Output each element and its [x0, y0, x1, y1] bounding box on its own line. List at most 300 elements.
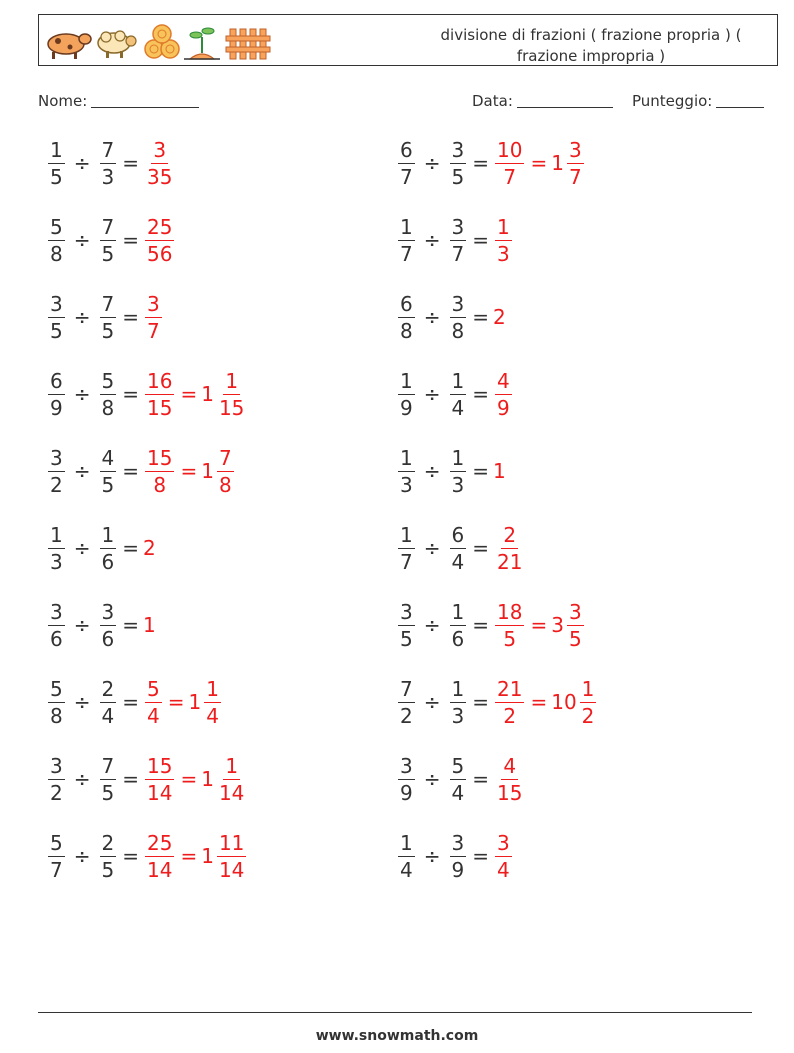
divide-sign: ÷ [423, 536, 441, 560]
divisor-fraction [450, 137, 467, 190]
divisor-fraction-denominator: 3 [451, 472, 465, 497]
answer [493, 676, 598, 729]
problem-row [46, 130, 176, 196]
dividend-fraction-denominator: 5 [50, 318, 63, 343]
answer-fraction-numerator: 2 [503, 522, 517, 547]
equals-sign: = [122, 151, 139, 175]
divisor-fraction-numerator: 1 [101, 522, 115, 547]
divisor-fraction-numerator: 7 [101, 214, 115, 239]
dividend-fraction-denominator: 3 [50, 549, 63, 574]
divisor-fraction-numerator: 1 [451, 676, 465, 701]
divide-sign: ÷ [423, 459, 441, 483]
answer-fraction-denominator: 21 [497, 549, 523, 574]
divisor-fraction-denominator: 5 [101, 472, 115, 497]
dividend-fraction-numerator: 3 [50, 291, 63, 316]
answer-fraction-denominator: 7 [147, 318, 160, 343]
dividend-fraction-denominator: 2 [50, 780, 63, 805]
answer [143, 830, 248, 883]
problem-row [46, 284, 164, 350]
divide-sign: ÷ [73, 459, 91, 483]
answer [493, 214, 514, 267]
mixed-whole: 1 [201, 382, 214, 406]
answer-fraction-denominator: 56 [147, 241, 173, 266]
dividend-fraction [398, 291, 415, 344]
divisor-fraction-denominator: 3 [101, 164, 115, 189]
equals-sign: = [122, 844, 139, 868]
divide-sign: ÷ [423, 151, 441, 175]
dividend-fraction-numerator: 1 [400, 368, 413, 393]
answer-fraction-denominator: 14 [147, 857, 173, 882]
divisor-fraction-denominator: 5 [451, 164, 465, 189]
mixed-fraction-numerator: 7 [218, 445, 232, 470]
divisor-fraction [100, 522, 117, 575]
divide-sign: ÷ [73, 305, 91, 329]
mixed-fraction-denominator: 2 [581, 703, 595, 728]
answer-fraction-numerator: 3 [147, 291, 160, 316]
equals-sign: = [472, 151, 489, 175]
problem-row [46, 515, 156, 581]
answer [493, 599, 586, 652]
dividend-fraction [48, 522, 65, 575]
equals-sign: = [122, 767, 139, 791]
dividend-fraction-denominator: 9 [400, 780, 413, 805]
answer-fraction-numerator: 3 [153, 137, 167, 162]
dividend-fraction-denominator: 7 [400, 241, 413, 266]
divisor-fraction-numerator: 3 [451, 830, 465, 855]
dividend-fraction-denominator: 6 [50, 626, 63, 651]
divisor-fraction-denominator: 4 [451, 395, 465, 420]
dividend-fraction [48, 830, 65, 883]
divide-sign: ÷ [73, 536, 91, 560]
dividend-fraction [398, 599, 415, 652]
answer-fraction-denominator: 7 [503, 164, 517, 189]
equals-sign: = [472, 305, 489, 329]
problem-row [46, 669, 223, 735]
dividend-fraction-denominator: 9 [50, 395, 63, 420]
divisor-fraction-denominator: 5 [101, 241, 115, 266]
hay-bale-icon [145, 25, 179, 58]
mixed-whole: 1 [551, 151, 564, 175]
answer-equals-sign: = [167, 690, 185, 714]
divisor-fraction-numerator: 6 [451, 522, 465, 547]
problem-row [46, 361, 248, 427]
divisor-fraction [450, 676, 467, 729]
mixed-fraction [217, 368, 246, 421]
answer-fraction [145, 753, 174, 806]
answer-fraction-numerator: 3 [497, 830, 510, 855]
mixed-whole: 1 [201, 767, 214, 791]
answer [143, 753, 248, 806]
divisor-fraction-numerator: 3 [101, 599, 115, 624]
answer [493, 522, 526, 575]
dividend-fraction-denominator: 2 [50, 472, 63, 497]
equals-sign: = [122, 536, 139, 560]
problem-row [46, 823, 248, 889]
answer-fraction [145, 676, 162, 729]
answer [493, 830, 514, 883]
answer-fraction-numerator: 25 [147, 830, 173, 855]
answer-fraction [145, 830, 174, 883]
problem-row [396, 130, 586, 196]
answer-fraction [145, 137, 174, 190]
answer-fraction [145, 214, 174, 267]
answer-fraction [495, 137, 524, 190]
footer-divider [38, 1012, 752, 1013]
score-blank [716, 93, 764, 108]
divisor-fraction [450, 599, 467, 652]
dividend-fraction-numerator: 6 [400, 137, 413, 162]
answer-fraction-denominator: 5 [503, 626, 517, 651]
divisor-fraction-denominator: 6 [101, 626, 115, 651]
answer-fraction-numerator: 10 [497, 137, 523, 162]
answer-fraction-denominator: 9 [497, 395, 510, 420]
answer-equals-sign: = [530, 151, 548, 175]
mixed-fraction-denominator: 14 [218, 857, 245, 882]
divisor-fraction [450, 445, 467, 498]
answer-integer: 1 [143, 613, 156, 637]
dividend-fraction-numerator: 3 [50, 599, 63, 624]
dividend-fraction-numerator: 5 [50, 830, 63, 855]
answer-fraction [495, 214, 512, 267]
answer-fraction-numerator: 4 [503, 753, 517, 778]
divisor-fraction-numerator: 5 [451, 753, 465, 778]
answer-fraction-denominator: 2 [503, 703, 517, 728]
dividend-fraction-numerator: 1 [50, 522, 63, 547]
worksheet-title: divisione di frazioni ( frazione propria ) ( frazione impropria ) [440, 26, 742, 65]
cow-icon [48, 34, 91, 59]
mixed-fraction-denominator: 8 [218, 472, 232, 497]
equals-sign: = [472, 767, 489, 791]
dividend-fraction-numerator: 3 [50, 445, 63, 470]
answer [143, 214, 176, 267]
divisor-fraction-numerator: 7 [101, 753, 115, 778]
answer [143, 137, 176, 190]
dividend-fraction [398, 522, 415, 575]
answer [493, 368, 514, 421]
answer-integer: 1 [493, 459, 506, 483]
problem-row [46, 746, 248, 812]
divisor-fraction-denominator: 7 [451, 241, 465, 266]
divisor-fraction [100, 445, 117, 498]
divisor-fraction-numerator: 5 [101, 368, 115, 393]
dividend-fraction-numerator: 1 [400, 445, 413, 470]
answer-equals-sign: = [530, 613, 548, 637]
answer-equals-sign: = [180, 459, 198, 483]
answer-fraction-denominator: 4 [497, 857, 510, 882]
answer-equals-sign: = [180, 382, 198, 406]
answer-fraction-numerator: 21 [497, 676, 523, 701]
dividend-fraction-denominator: 7 [400, 164, 413, 189]
answer-equals-sign: = [180, 767, 198, 791]
equals-sign: = [472, 536, 489, 560]
mixed-fraction-numerator: 11 [218, 830, 245, 855]
mixed-fraction-numerator: 1 [206, 676, 219, 701]
divisor-fraction-numerator: 1 [451, 445, 465, 470]
answer-fraction-numerator: 1 [497, 214, 510, 239]
equals-sign: = [122, 305, 139, 329]
fence-icon [226, 29, 270, 59]
divisor-fraction-numerator: 3 [451, 291, 465, 316]
divisor-fraction [100, 291, 117, 344]
problem-row [396, 746, 526, 812]
divide-sign: ÷ [423, 690, 441, 714]
divisor-fraction-denominator: 5 [101, 318, 115, 343]
dividend-fraction [398, 445, 415, 498]
mixed-fraction [567, 599, 584, 652]
answer-fraction [495, 676, 524, 729]
answer-fraction-denominator: 35 [147, 164, 173, 189]
equals-sign: = [472, 459, 489, 483]
divisor-fraction-denominator: 5 [101, 780, 115, 805]
answer-fraction [495, 368, 512, 421]
answer-fraction-denominator: 4 [147, 703, 160, 728]
equals-sign: = [472, 382, 489, 406]
divisor-fraction [100, 830, 117, 883]
divide-sign: ÷ [423, 228, 441, 252]
date-blank [517, 93, 613, 108]
divisor-fraction [100, 137, 117, 190]
divisor-fraction-denominator: 6 [101, 549, 115, 574]
divisor-fraction-denominator: 5 [101, 857, 115, 882]
mixed-whole: 1 [201, 459, 214, 483]
divisor-fraction-denominator: 8 [451, 318, 465, 343]
equals-sign: = [472, 690, 489, 714]
dividend-fraction [398, 214, 415, 267]
answer-integer: 2 [143, 536, 156, 560]
mixed-fraction-denominator: 14 [218, 780, 245, 805]
answer-fraction-numerator: 25 [147, 214, 173, 239]
sprout-icon [184, 28, 220, 59]
answer-fraction [145, 445, 174, 498]
dividend-fraction [398, 676, 415, 729]
mixed-whole: 1 [201, 844, 214, 868]
mixed-fraction-numerator: 1 [581, 676, 595, 701]
dividend-fraction-denominator: 8 [400, 318, 413, 343]
dividend-fraction-numerator: 1 [400, 214, 413, 239]
divisor-fraction-denominator: 3 [451, 703, 465, 728]
mixed-fraction [580, 676, 597, 729]
dividend-fraction-numerator: 3 [50, 753, 63, 778]
mixed-fraction [567, 137, 584, 190]
answer-equals-sign: = [530, 690, 548, 714]
divisor-fraction [450, 522, 467, 575]
problem-row [46, 207, 176, 273]
divisor-fraction-numerator: 2 [101, 830, 115, 855]
answer-fraction-denominator: 8 [153, 472, 167, 497]
divide-sign: ÷ [73, 228, 91, 252]
dividend-fraction-numerator: 1 [400, 522, 413, 547]
name-blank [91, 93, 199, 108]
dividend-fraction-denominator: 5 [400, 626, 413, 651]
dividend-fraction-denominator: 3 [400, 472, 413, 497]
answer-fraction-numerator: 5 [147, 676, 160, 701]
answer-fraction [495, 830, 512, 883]
dividend-fraction [48, 445, 65, 498]
dividend-fraction [48, 599, 65, 652]
dividend-fraction-numerator: 1 [400, 830, 413, 855]
mixed-fraction-numerator: 1 [225, 368, 239, 393]
dividend-fraction-denominator: 7 [50, 857, 63, 882]
dividend-fraction-denominator: 7 [400, 549, 413, 574]
equals-sign: = [122, 382, 139, 406]
mixed-fraction [204, 676, 221, 729]
problem-row [46, 438, 236, 504]
dividend-fraction [48, 137, 65, 190]
dividend-fraction [398, 137, 415, 190]
mixed-fraction [217, 830, 246, 883]
name-label: Nome: [38, 92, 88, 110]
dividend-fraction [398, 368, 415, 421]
sheep-icon [98, 31, 136, 58]
dividend-fraction [398, 753, 415, 806]
answer-fraction [145, 291, 162, 344]
divisor-fraction-numerator: 1 [451, 368, 465, 393]
dividend-fraction-numerator: 3 [400, 753, 413, 778]
divisor-fraction-numerator: 3 [451, 137, 465, 162]
mixed-fraction-denominator: 5 [568, 626, 582, 651]
answer-fraction-numerator: 15 [147, 445, 173, 470]
dividend-fraction-denominator: 8 [50, 703, 63, 728]
divisor-fraction-denominator: 6 [451, 626, 465, 651]
answer [143, 445, 236, 498]
dividend-fraction-numerator: 6 [400, 291, 413, 316]
divisor-fraction-numerator: 1 [451, 599, 465, 624]
dividend-fraction [48, 676, 65, 729]
dividend-fraction [48, 214, 65, 267]
answer-fraction-numerator: 16 [147, 368, 173, 393]
score-field [632, 92, 764, 110]
name-field [38, 92, 199, 110]
equals-sign: = [122, 613, 139, 637]
divide-sign: ÷ [73, 690, 91, 714]
divisor-fraction-numerator: 7 [101, 291, 115, 316]
answer-fraction [495, 599, 524, 652]
mixed-fraction [217, 753, 246, 806]
answer-fraction-denominator: 15 [497, 780, 523, 805]
equals-sign: = [472, 613, 489, 637]
mixed-whole: 1 [188, 690, 202, 714]
dividend-fraction-denominator: 9 [400, 395, 413, 420]
divisor-fraction [100, 368, 117, 421]
dividend-fraction-denominator: 4 [400, 857, 413, 882]
equals-sign: = [122, 690, 139, 714]
answer-fraction [495, 522, 524, 575]
divide-sign: ÷ [423, 767, 441, 791]
divide-sign: ÷ [73, 382, 91, 406]
dividend-fraction-numerator: 6 [50, 368, 63, 393]
divisor-fraction [100, 753, 117, 806]
divide-sign: ÷ [73, 767, 91, 791]
divisor-fraction-denominator: 8 [101, 395, 115, 420]
dividend-fraction-numerator: 5 [50, 214, 63, 239]
answer [493, 753, 526, 806]
divide-sign: ÷ [73, 844, 91, 868]
answer-fraction-numerator: 4 [497, 368, 510, 393]
divisor-fraction-denominator: 4 [101, 703, 115, 728]
divide-sign: ÷ [73, 151, 91, 175]
answer-fraction-numerator: 18 [497, 599, 523, 624]
divisor-fraction [450, 368, 467, 421]
footer-url: www.snowmath.com [315, 1028, 479, 1044]
date-field [472, 92, 613, 110]
dividend-fraction-numerator: 3 [400, 599, 413, 624]
problem-row [396, 438, 506, 504]
answer-fraction [145, 368, 174, 421]
answer-fraction-denominator: 15 [147, 395, 173, 420]
mixed-fraction-numerator: 3 [568, 137, 582, 162]
answer-fraction-denominator: 3 [497, 241, 510, 266]
answer-fraction-numerator: 15 [147, 753, 173, 778]
divisor-fraction-denominator: 4 [451, 780, 465, 805]
dividend-fraction [48, 368, 65, 421]
divisor-fraction [450, 753, 467, 806]
problem-row [396, 669, 598, 735]
divisor-fraction [100, 214, 117, 267]
dividend-fraction-numerator: 7 [400, 676, 413, 701]
equals-sign: = [472, 844, 489, 868]
divide-sign: ÷ [423, 382, 441, 406]
answer [143, 291, 164, 344]
dividend-fraction-denominator: 8 [50, 241, 63, 266]
divisor-fraction-numerator: 2 [101, 676, 115, 701]
divide-sign: ÷ [423, 844, 441, 868]
dividend-fraction-denominator: 2 [400, 703, 413, 728]
divisor-fraction-denominator: 9 [451, 857, 465, 882]
divisor-fraction [100, 676, 117, 729]
answer [143, 676, 223, 729]
mixed-fraction-denominator: 4 [206, 703, 219, 728]
dividend-fraction [48, 753, 65, 806]
date-label: Data: [472, 92, 513, 110]
problem-row [46, 592, 156, 658]
answer [143, 368, 248, 421]
mixed-fraction-numerator: 3 [568, 599, 582, 624]
divisor-fraction-numerator: 3 [451, 214, 465, 239]
header-illustrations [42, 19, 272, 63]
equals-sign: = [122, 459, 139, 483]
answer [493, 137, 586, 190]
divisor-fraction [450, 214, 467, 267]
problem-row [396, 361, 514, 427]
answer-fraction [495, 753, 524, 806]
divisor-fraction [450, 291, 467, 344]
worksheet-header [38, 14, 778, 66]
mixed-fraction-numerator: 1 [225, 753, 239, 778]
divide-sign: ÷ [423, 305, 441, 329]
divisor-fraction-denominator: 4 [451, 549, 465, 574]
mixed-whole: 10 [551, 690, 577, 714]
divisor-fraction-numerator: 4 [101, 445, 115, 470]
divide-sign: ÷ [423, 613, 441, 637]
divisor-fraction-numerator: 7 [101, 137, 115, 162]
dividend-fraction-numerator: 1 [50, 137, 63, 162]
answer-equals-sign: = [180, 844, 198, 868]
score-label: Punteggio: [632, 92, 713, 110]
dividend-fraction [48, 291, 65, 344]
answer-fraction-denominator: 14 [147, 780, 173, 805]
problem-row [396, 207, 514, 273]
problem-row [396, 592, 586, 658]
mixed-fraction-denominator: 7 [568, 164, 582, 189]
equals-sign: = [472, 228, 489, 252]
problem-row [396, 515, 526, 581]
mixed-whole: 3 [551, 613, 564, 637]
dividend-fraction [398, 830, 415, 883]
problem-row [396, 823, 514, 889]
dividend-fraction-denominator: 5 [50, 164, 63, 189]
divisor-fraction [450, 830, 467, 883]
mixed-fraction [217, 445, 234, 498]
